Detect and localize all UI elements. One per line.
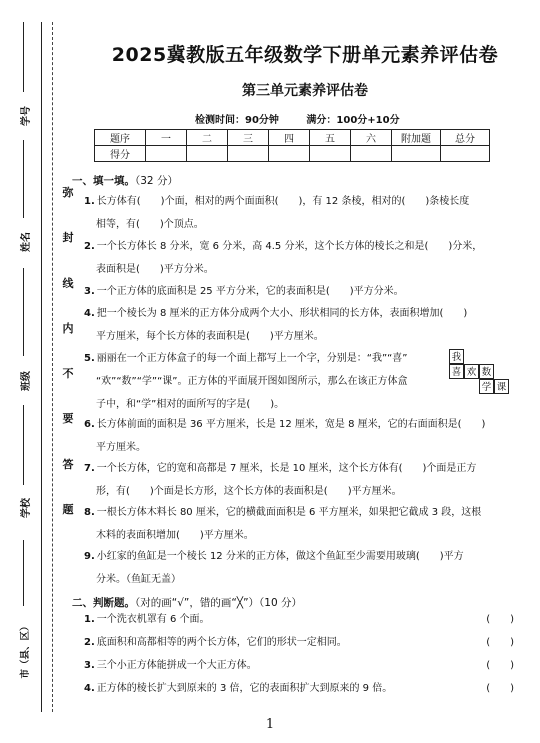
seal-char: 封 [62,231,74,244]
judge-item-3 [84,659,514,673]
page-number: 1 [265,717,275,732]
question-1 [84,190,514,236]
score-table-cell: 五 [310,130,351,146]
score-table [94,129,490,162]
question-number: 9. [84,551,95,562]
question-text: 长方体有( )个面，相对的两个面面积( )，有 12 条棱，相对的( )条棱长度 [96,196,470,207]
judge-item-4 [84,682,514,696]
question-text: 形，有( )个面是长方形，这个长方体的表面积是( )平方厘米。 [96,486,402,497]
score-table-cell: 题序 [95,130,146,146]
city-blank [23,540,24,606]
margin-label-name: 姓名 [20,232,32,252]
question-number: 3. [84,660,95,671]
question-8 [84,501,514,547]
question-number: 4. [84,683,95,694]
exam-subtitle: 第三单元素养评估卷 [242,83,368,99]
question-number: 8. [84,507,95,518]
question-number: 2. [84,241,95,252]
score-table-score-row [95,146,490,162]
judge-item-1 [84,613,514,627]
net-cell: 我 [449,349,464,364]
answer-paren[interactable]: ( ) [486,683,514,694]
question-text: 木料的表面积增加( )平方厘米。 [96,530,254,541]
question-number: 3. [84,286,95,297]
question-7 [84,457,514,503]
answer-paren[interactable]: ( ) [486,660,514,671]
question-text: 分米。（鱼缸无盖） [96,574,181,585]
question-number: 7. [84,463,95,474]
question-text: 平方厘米。 [96,442,146,453]
name-blank [23,140,24,218]
question-number: 1. [84,614,95,625]
exam-full-score: 满分：100分+10分 [306,115,400,126]
score-input-cell[interactable] [392,146,441,162]
judge-item-2 [84,636,514,650]
question-number: 4. [84,308,95,319]
answer-paren[interactable]: ( ) [486,637,514,648]
exam-title: 2025冀教版五年级数学下册单元素养评估卷 [111,44,499,66]
margin-solid-line [41,22,42,712]
question-text: 一个正方体的底面积是 25 平方分米，它的表面积是( )平方分米。 [96,286,404,297]
seal-char: 要 [62,412,74,425]
score-input-cell[interactable] [351,146,392,162]
score-input-cell[interactable] [187,146,228,162]
score-table-cell: 一 [146,130,187,146]
margin-label-class: 班级 [20,371,32,391]
question-3 [84,280,514,303]
seal-char: 线 [62,277,74,290]
question-number: 6. [84,419,95,430]
question-5 [84,347,444,416]
question-text: 一个洗衣机罩有 6 个面。 [96,614,210,625]
score-input-cell[interactable] [441,146,490,162]
question-text: 正方体的棱长扩大到原来的 3 倍，它的表面积扩大到原来的 9 倍。 [96,683,393,694]
seal-char: 内 [62,322,74,335]
margin-label-student-id: 学号 [20,106,32,126]
seal-char: 弥 [62,186,74,199]
net-cell: 学 [479,379,494,394]
question-6 [84,413,514,459]
score-table-cell: 得分 [95,146,146,162]
question-text: 丽丽在一个正方体盒子的每一个面上都写上一个字，分别是：“我”“喜” [96,353,408,364]
question-text: 相等，有( )个顶点。 [96,219,204,230]
net-cell: 课 [494,379,509,394]
margin-label-city: 市（县、区） [20,621,31,679]
score-input-cell[interactable] [146,146,187,162]
question-text: 小红家的鱼缸是一个棱长 12 分米的正方体，做这个鱼缸至少需要用玻璃( )平方 [96,551,464,562]
score-table-cell: 四 [269,130,310,146]
class-blank [23,268,24,356]
margin-seal-line [52,22,53,712]
section-2-heading [72,595,302,610]
score-input-cell[interactable] [310,146,351,162]
score-table-header-row [95,130,490,146]
section-1-heading [72,173,178,188]
seal-char: 题 [62,503,74,516]
question-text: 底面积和高都相等的两个长方体，它们的形状一定相同。 [96,637,347,648]
question-4 [84,302,514,348]
question-text: 一个长方体，它的宽和高都是 7 厘米，长是 10 厘米，这个长方体有( )个面是正方 [96,463,477,474]
score-table-cell: 附加题 [392,130,441,146]
question-2 [84,235,514,281]
section-1-title: 一、填一填。 [72,175,135,187]
question-text: 一根长方体木料长 80 厘米，它的横截面面积是 6 平方厘米，如果把它截成 3 段，这根 [96,507,482,518]
answer-paren[interactable]: ( ) [486,614,514,625]
question-text: 表面积是( )平方分米。 [96,264,214,275]
student-id-blank [23,22,24,92]
score-input-cell[interactable] [269,146,310,162]
score-table-cell: 三 [228,130,269,146]
section-2-points: （对的画“√”，错的画“╳”）（10 分） [135,597,302,609]
question-text: “欢”“数”“学”“课”。正方体的平面展开图如图所示，那么在该正方体盒 [96,376,408,387]
margin-label-school: 学校 [20,498,32,518]
section-1-points: （32 分） [135,175,178,187]
score-table-cell: 总分 [441,130,490,146]
question-text: 长方体前面的面积是 36 平方厘米，长是 12 厘米，宽是 8 厘米，它的右面面积是( ) [96,419,486,430]
question-number: 1. [84,196,95,207]
question-number: 5. [84,353,95,364]
score-input-cell[interactable] [228,146,269,162]
seal-char: 答 [62,458,74,471]
question-text: 子中，和“学”相对的面所写的字是( )。 [96,399,285,410]
exam-meta [195,111,424,126]
school-blank [23,405,24,485]
binding-margin [0,0,62,743]
question-text: 三个小正方体能拼成一个大正方体。 [96,660,257,671]
net-cell: 喜 [449,364,464,379]
seal-char: 不 [62,367,74,380]
score-table-cell: 二 [187,130,228,146]
exam-time: 检测时间：90分钟 [195,115,279,126]
score-table-cell: 六 [351,130,392,146]
section-2-title: 二、判断题。 [72,597,135,609]
question-text: 平方厘米，每个长方体的表面积是( )平方厘米。 [96,331,324,342]
net-cell: 欢 [464,364,479,379]
question-9 [84,545,514,591]
net-cell: 数 [479,364,494,379]
question-text: 一个长方体长 8 分米，宽 6 分米，高 4.5 分米，这个长方体的棱长之和是( )分米， [96,241,483,252]
question-text: 把一个棱长为 8 厘米的正方体分成两个大小、形状相同的长方体，表面积增加( ) [96,308,468,319]
question-number: 2. [84,637,95,648]
